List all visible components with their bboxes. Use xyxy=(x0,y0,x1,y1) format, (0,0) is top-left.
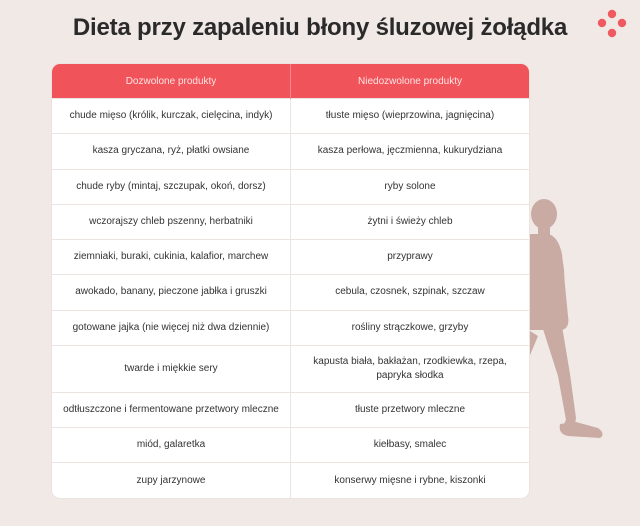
table-row xyxy=(52,275,529,310)
forbidden-cell: cebula, czosnek, szpinak, szczaw xyxy=(291,275,530,310)
table-row xyxy=(52,345,529,392)
forbidden-cell: konserwy mięsne i rybne, kiszonki xyxy=(291,463,530,498)
forbidden-cell: kapusta biała, bakłażan, rzodkiewka, rzepa, papryka słodka xyxy=(291,345,530,392)
forbidden-cell: tłuste mięso (wieprzowina, jagnięcina) xyxy=(291,99,530,134)
table-row xyxy=(52,463,529,498)
allowed-cell: twarde i miękkie sery xyxy=(52,345,291,392)
allowed-cell: chude mięso (królik, kurczak, cielęcina, indyk) xyxy=(52,99,291,134)
table-row xyxy=(52,240,529,275)
table-row xyxy=(52,392,529,427)
table-row xyxy=(52,99,529,134)
forbidden-cell: rośliny strączkowe, grzyby xyxy=(291,310,530,345)
page-title: Dieta przy zapaleniu błony śluzowej żołądka xyxy=(72,14,568,41)
forbidden-cell: przyprawy xyxy=(291,240,530,275)
table-header-row xyxy=(52,64,529,99)
forbidden-cell: żytni i świeży chleb xyxy=(291,204,530,239)
table-row xyxy=(52,310,529,345)
table-row xyxy=(52,169,529,204)
header-allowed: Dozwolone produkty xyxy=(52,64,291,99)
diet-table-grid xyxy=(52,64,529,498)
allowed-cell: gotowane jajka (nie więcej niż dwa dziennie) xyxy=(52,310,291,345)
allowed-cell: kasza gryczana, ryż, płatki owsiane xyxy=(52,134,291,169)
allowed-cell: awokado, banany, pieczone jabłka i gruszki xyxy=(52,275,291,310)
allowed-cell: chude ryby (mintaj, szczupak, okoń, dorsz) xyxy=(52,169,291,204)
forbidden-cell: ryby solone xyxy=(291,169,530,204)
diet-table xyxy=(52,64,529,498)
allowed-cell: odtłuszczone i fermentowane przetwory mleczne xyxy=(52,392,291,427)
allowed-cell: wczorajszy chleb pszenny, herbatniki xyxy=(52,204,291,239)
allowed-cell: ziemniaki, buraki, cukinia, kalafior, marchew xyxy=(52,240,291,275)
forbidden-cell: tłuste przetwory mleczne xyxy=(291,392,530,427)
table-row xyxy=(52,204,529,239)
allowed-cell: miód, galaretka xyxy=(52,427,291,462)
table-row xyxy=(52,134,529,169)
forbidden-cell: kiełbasy, smalec xyxy=(291,427,530,462)
header-forbidden: Niedozwolone produkty xyxy=(291,64,530,99)
brand-logo-icon xyxy=(597,9,627,39)
allowed-cell: zupy jarzynowe xyxy=(52,463,291,498)
forbidden-cell: kasza perłowa, jęczmienna, kukurydziana xyxy=(291,134,530,169)
table-row xyxy=(52,427,529,462)
